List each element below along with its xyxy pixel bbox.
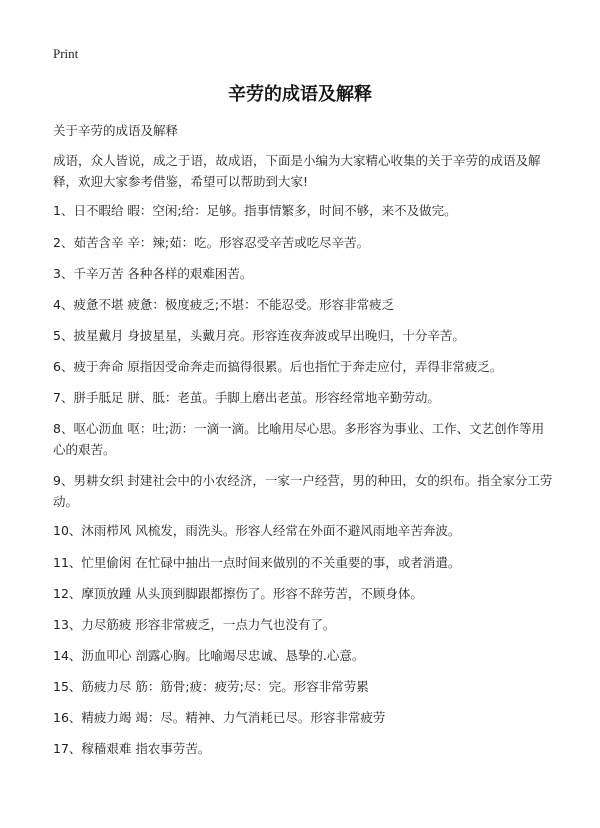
idiom-entry: 1、日不暇给 暇：空闲;给：足够。指事情繁多，时间不够，来不及做完。 bbox=[53, 203, 457, 218]
idiom-entry: 5、披星戴月 身披星星，头戴月亮。形容连夜奔波或早出晚归，十分辛苦。 bbox=[53, 328, 465, 343]
idiom-entry: 12、摩顶放踵 从头顶到脚跟都擦伤了。形容不辞劳苦，不顾身体。 bbox=[53, 586, 423, 601]
intro-paragraph: 成语，众人皆说，成之于语，故成语，下面是小编为大家精心收集的关于辛劳的成语及解释，欢迎大家参考借鉴，希望可以帮助到大家! bbox=[53, 153, 541, 189]
idiom-entry: 11、忙里偷闲 在忙碌中抽出一点时间来做别的不关重要的事，或者消遣。 bbox=[53, 555, 461, 570]
print-link[interactable]: Print bbox=[53, 46, 79, 61]
idiom-entry: 3、千辛万苦 各种各样的艰难困苦。 bbox=[53, 266, 253, 281]
idiom-entry: 6、疲于奔命 原指因受命奔走而搞得很累。后也指忙于奔走应付，弄得非常疲乏。 bbox=[53, 359, 503, 374]
page-title: 辛劳的成语及解释 bbox=[228, 84, 372, 105]
idiom-entry: 17、稼穑艰难 指农事劳苦。 bbox=[53, 741, 211, 756]
idiom-entry: 4、疲惫不堪 疲惫：极度疲乏;不堪：不能忍受。形容非常疲乏 bbox=[53, 297, 395, 312]
idiom-entry: 2、茹苦含辛 辛：辣;茹：吃。形容忍受辛苦或吃尽辛苦。 bbox=[53, 235, 370, 250]
idiom-entry: 16、精疲力竭 竭：尽。精神、力气消耗已尽。形容非常疲劳 bbox=[53, 710, 386, 725]
idiom-entry: 10、沐雨栉风 风梳发，雨洗头。形容人经常在外面不避风雨地辛苦奔波。 bbox=[53, 523, 461, 538]
idiom-entry: 15、筋疲力尽 筋：筋骨;疲：疲劳;尽：完。形容非常劳累 bbox=[53, 679, 369, 694]
idiom-entry: 9、男耕女织 封建社会中的小农经济，一家一户经营，男的种田，女的织布。指全家分工劳动。 bbox=[53, 473, 553, 509]
idiom-entry: 8、呕心沥血 呕：吐;沥：一滴一滴。比喻用尽心思。多形容为事业、工作、文艺创作等用心的艰苦。 bbox=[53, 421, 545, 457]
idiom-entry: 14、沥血叩心 剖露心胸。比喻竭尽忠诚、恳挚的.心意。 bbox=[53, 648, 365, 663]
idiom-entry: 7、胼手胝足 胼、胝：老茧。手脚上磨出老茧。形容经常地辛勤劳动。 bbox=[53, 390, 440, 405]
subtitle: 关于辛劳的成语及解释 bbox=[53, 123, 179, 138]
idiom-entry: 13、力尽筋疲 形容非常疲乏，一点力气也没有了。 bbox=[53, 617, 336, 632]
